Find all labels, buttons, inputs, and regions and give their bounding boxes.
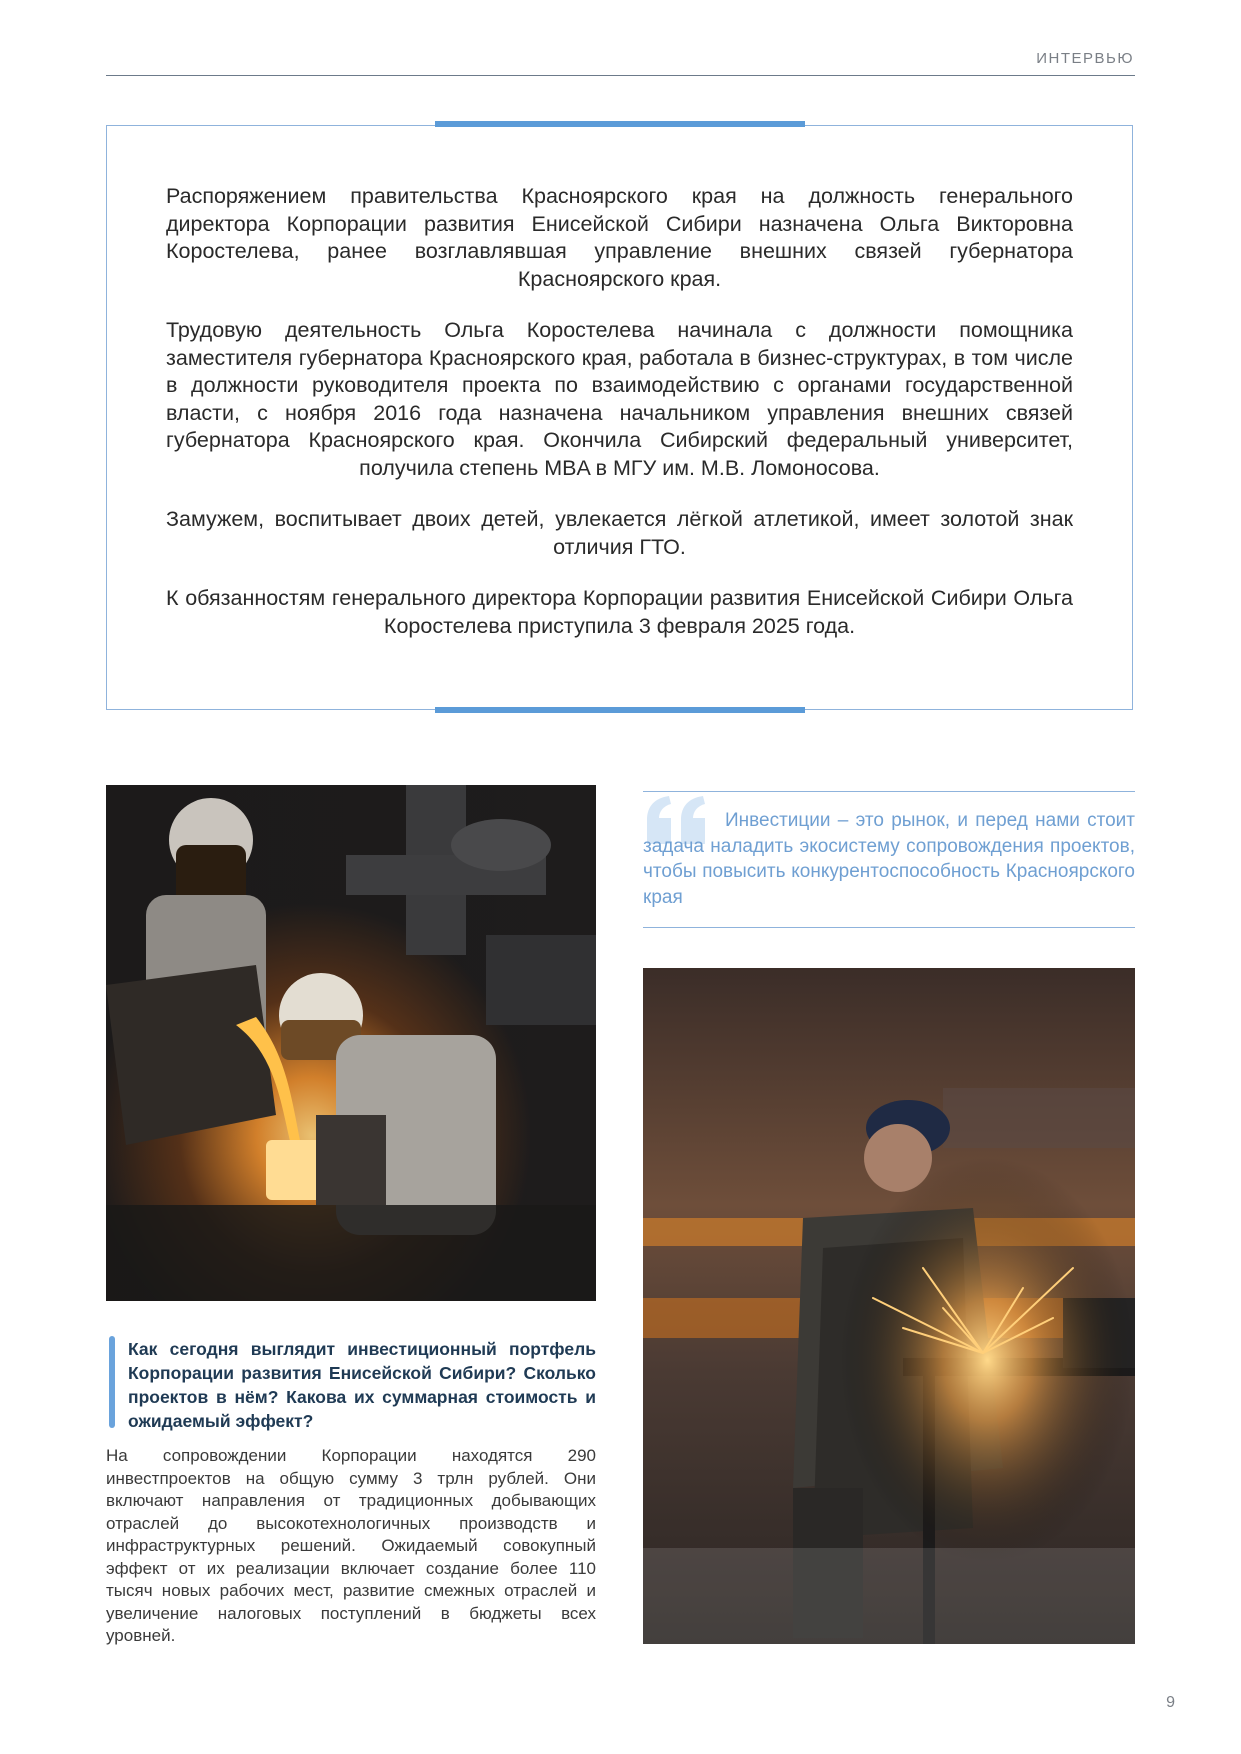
section-label: ИНТЕРВЬЮ bbox=[1036, 50, 1134, 67]
quote-bottom-divider bbox=[643, 927, 1135, 928]
interview-answer: На сопровождении Корпорации находятся 290 инвестпроектов на общую сумму 3 трлн рублей. Они включают направления от традиционных добывающих отраслей до высокотехнологичных производств и инфраструктурных решений. Ожидаемый совокупный эффект от их реализации включает создание более 110 тысяч новых рабочих мест, развитие смежных отраслей и увеличение налоговых поступлений в бюджеты всех уровней. bbox=[106, 1446, 596, 1645]
bio-paragraph: Трудовую деятельность Ольга Коростелева начинала с должности помощника заместителя губернатора Красноярского края, работала в бизнес-структурах, в том числе в должности руководителя проекта по взаимодействию с органами государственной власти, с ноября 2016 года назначена начальником управления внешних связей губернатора Красноярского края. Окончила Сибирский федеральный университет, получила степень MBA в МГУ им. М.В. Ломоносова. bbox=[166, 318, 1073, 480]
question-accent-bar bbox=[109, 1336, 115, 1428]
bio-paragraph: Распоряжением правительства Красноярского края на должность генерального директора Корпорации развития Енисейской Сибири назначена Ольга Викторовна Коростелева, ранее возглавлявшая управление внешних связей губернатора Красноярского края. bbox=[166, 184, 1073, 291]
interview-question: Как сегодня выглядит инвестиционный портфель Корпорации развития Енисейской Сибири? Сколько проектов в нём? Какова их суммарная стоимость и ожидаемый эффект? bbox=[128, 1339, 596, 1431]
bio-paragraph: К обязанностям генерального директора Корпорации развития Енисейской Сибири Ольга Коростелева приступила 3 февраля 2025 года. bbox=[166, 586, 1073, 638]
quote-top-divider bbox=[643, 791, 1135, 792]
foundry-workers-photo bbox=[106, 785, 596, 1301]
bio-text bbox=[166, 183, 1073, 664]
header-divider bbox=[106, 75, 1135, 76]
welder-sparks-photo bbox=[643, 968, 1135, 1644]
bio-paragraph: Замужем, воспитывает двоих детей, увлекается лёгкой атлетикой, имеет золотой знак отличия ГТО. bbox=[166, 507, 1073, 559]
box-accent-bottom bbox=[435, 707, 805, 713]
pull-quote: Инвестиции – это рынок, и перед нами стоит задача наладить экосистему сопровождения проектов, чтобы повысить конкурентоспособность Красноярского края bbox=[643, 810, 1135, 908]
page-number: 9 bbox=[1166, 1694, 1175, 1711]
box-accent-top bbox=[435, 121, 805, 127]
